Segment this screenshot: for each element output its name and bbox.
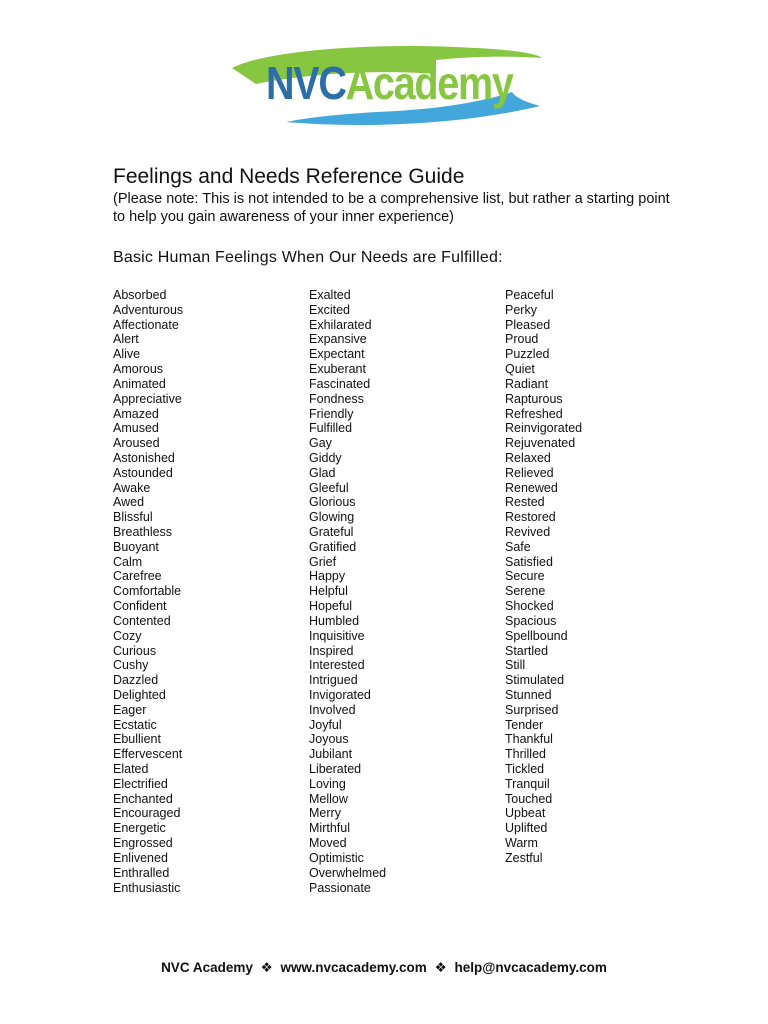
feeling-word: Awed xyxy=(113,495,145,510)
feeling-word: Satisfied xyxy=(505,554,553,569)
feeling-word: Perky xyxy=(505,302,537,317)
feeling-word: Passionate xyxy=(309,880,371,895)
feeling-word: Fascinated xyxy=(309,376,371,391)
feeling-word: Gay xyxy=(309,436,332,451)
feeling-word: Spacious xyxy=(505,613,557,628)
feeling-word: Optimistic xyxy=(309,850,364,865)
feeling-word: Cozy xyxy=(113,628,142,643)
footer-website-link[interactable]: www.nvcacademy.com xyxy=(280,960,427,975)
feeling-word: Thankful xyxy=(505,732,553,747)
feeling-word: Merry xyxy=(309,806,341,821)
feeling-word: Loving xyxy=(309,776,346,791)
feeling-word: Hopeful xyxy=(309,599,353,614)
feeling-word: Ebullient xyxy=(113,732,161,747)
feeling-word: Carefree xyxy=(113,569,162,584)
feeling-word: Refreshed xyxy=(505,406,563,421)
logo-wordmark xyxy=(266,55,513,111)
feeling-word: Giddy xyxy=(309,450,342,465)
feeling-word: Involved xyxy=(309,702,356,717)
feeling-word: Mellow xyxy=(309,791,348,806)
feeling-word: Helpful xyxy=(309,584,348,599)
feeling-word: Exhilarated xyxy=(309,317,372,332)
feeling-word: Spellbound xyxy=(505,628,568,643)
feeling-word: Liberated xyxy=(309,762,362,776)
logo-text-nvc: NVC xyxy=(266,57,346,109)
feelings-column-3 xyxy=(505,288,582,866)
feeling-word: Relieved xyxy=(505,465,554,480)
feeling-word: Cushy xyxy=(113,658,149,673)
feeling-word: Calm xyxy=(113,554,143,569)
feeling-word: Happy xyxy=(309,569,346,584)
feeling-word: Secure xyxy=(505,569,545,584)
feeling-word: Shocked xyxy=(505,599,554,614)
feeling-word: Reinvigorated xyxy=(505,421,583,436)
feeling-word: Inspired xyxy=(309,643,354,658)
feeling-word: Expansive xyxy=(309,332,367,347)
feeling-word: Affectionate xyxy=(113,317,179,332)
feeling-word: Expectant xyxy=(309,347,365,362)
feeling-word: Pleased xyxy=(505,317,551,332)
feeling-word: Enthralled xyxy=(113,865,170,880)
feeling-word: Enlivened xyxy=(113,850,168,865)
feeling-word: Mirthful xyxy=(309,821,350,836)
feeling-word: Encouraged xyxy=(113,806,181,821)
feeling-word: Uplifted xyxy=(505,821,548,836)
feeling-word: Stunned xyxy=(505,687,552,702)
feeling-word: Revived xyxy=(505,525,551,539)
feeling-word: Amazed xyxy=(113,406,159,421)
footer-separator-2: ❖ xyxy=(434,960,447,975)
feeling-word: Amorous xyxy=(113,362,164,377)
feeling-word: Glad xyxy=(309,465,336,480)
feeling-word: Alert xyxy=(113,332,139,347)
feeling-word: Restored xyxy=(505,510,556,525)
feeling-word: Tickled xyxy=(505,762,545,776)
feeling-word: Excited xyxy=(309,302,350,317)
feeling-word: Curious xyxy=(113,643,157,658)
feeling-word: Stimulated xyxy=(505,673,565,688)
feeling-word: Appreciative xyxy=(113,391,182,406)
footer-org: NVC Academy xyxy=(161,960,253,975)
feeling-word: Rested xyxy=(505,495,545,510)
feeling-word: Astounded xyxy=(113,465,173,480)
feeling-word: Elated xyxy=(113,762,149,776)
feeling-word: Warm xyxy=(505,836,538,851)
feeling-word: Animated xyxy=(113,376,166,391)
feeling-word: Alive xyxy=(113,347,141,362)
feeling-word: Exalted xyxy=(309,288,351,302)
feeling-word: Overwhelmed xyxy=(309,865,387,880)
feeling-word: Awake xyxy=(113,480,151,495)
footer-email-link[interactable]: help@nvcacademy.com xyxy=(454,960,607,975)
feeling-word: Adventurous xyxy=(113,302,184,317)
feeling-word: Eager xyxy=(113,702,147,717)
feelings-column-1 xyxy=(113,288,183,895)
feeling-word: Engrossed xyxy=(113,836,173,851)
feeling-word: Tender xyxy=(505,717,544,732)
feeling-word: Grateful xyxy=(309,525,354,539)
feeling-word: Invigorated xyxy=(309,687,371,702)
page-footer xyxy=(0,958,768,978)
feeling-word: Ecstatic xyxy=(113,717,157,732)
feeling-word: Enchanted xyxy=(113,791,173,806)
feeling-word: Zestful xyxy=(505,850,543,865)
feeling-word: Jubilant xyxy=(309,747,353,762)
feeling-word: Grief xyxy=(309,554,337,569)
feeling-word: Exuberant xyxy=(309,362,366,377)
feeling-word: Buoyant xyxy=(113,539,159,554)
feeling-word: Comfortable xyxy=(113,584,182,599)
feeling-word: Absorbed xyxy=(113,288,167,302)
feeling-word: Intrigued xyxy=(309,673,358,688)
feeling-word: Thrilled xyxy=(505,747,546,762)
feeling-word: Fondness xyxy=(309,391,364,406)
feeling-word: Rapturous xyxy=(505,391,563,406)
feeling-word: Interested xyxy=(309,658,365,673)
feeling-word: Enthusiastic xyxy=(113,880,181,895)
feeling-word: Electrified xyxy=(113,776,168,791)
feeling-word: Touched xyxy=(505,791,553,806)
feeling-word: Breathless xyxy=(113,525,173,539)
feeling-word: Glorious xyxy=(309,495,356,510)
feeling-word: Surprised xyxy=(505,702,559,717)
feeling-word: Delighted xyxy=(113,687,166,702)
feeling-word: Rejuvenated xyxy=(505,436,576,451)
feeling-word: Serene xyxy=(505,584,546,599)
feeling-word: Effervescent xyxy=(113,747,183,762)
feeling-word: Joyful xyxy=(309,717,342,732)
feeling-word: Safe xyxy=(505,539,531,554)
footer-separator-1: ❖ xyxy=(260,960,273,975)
feeling-word: Humbled xyxy=(309,613,360,628)
feeling-word: Amused xyxy=(113,421,159,436)
feeling-word: Radiant xyxy=(505,376,549,391)
intro-note: (Please note: This is not intended to be a comprehensive list, but rather a starting point to help you gain awareness of your inner experience) xyxy=(113,191,670,225)
feeling-word: Relaxed xyxy=(505,450,551,465)
feelings-column-2 xyxy=(309,288,386,895)
feeling-word: Upbeat xyxy=(505,806,546,821)
feeling-word: Astonished xyxy=(113,450,175,465)
feeling-word: Proud xyxy=(505,332,539,347)
feeling-word: Glowing xyxy=(309,510,355,525)
feeling-word: Peaceful xyxy=(505,288,554,302)
feeling-word: Moved xyxy=(309,836,347,851)
page-title: Feelings and Needs Reference Guide xyxy=(113,165,465,188)
feeling-word: Fulfilled xyxy=(309,421,353,436)
feeling-word: Gleeful xyxy=(309,480,349,495)
feeling-word: Friendly xyxy=(309,406,354,421)
nvc-academy-logo xyxy=(226,44,544,128)
feeling-word: Dazzled xyxy=(113,673,159,688)
feeling-word: Gratified xyxy=(309,539,357,554)
feeling-word: Blissful xyxy=(113,510,153,525)
feeling-word: Joyous xyxy=(309,732,349,747)
feeling-word: Puzzled xyxy=(505,347,550,362)
logo-text-academy: Academy xyxy=(345,57,513,109)
feeling-word: Aroused xyxy=(113,436,160,451)
feeling-word: Renewed xyxy=(505,480,558,495)
feeling-word: Energetic xyxy=(113,821,166,836)
feeling-word: Contented xyxy=(113,613,171,628)
feeling-word: Confident xyxy=(113,599,167,614)
feeling-word: Quiet xyxy=(505,362,535,377)
feeling-word: Inquisitive xyxy=(309,628,365,643)
section-heading: Basic Human Feelings When Our Needs are Fulfilled: xyxy=(113,249,503,266)
feeling-word: Tranquil xyxy=(505,776,550,791)
feeling-word: Still xyxy=(505,658,526,673)
feeling-word: Startled xyxy=(505,643,549,658)
